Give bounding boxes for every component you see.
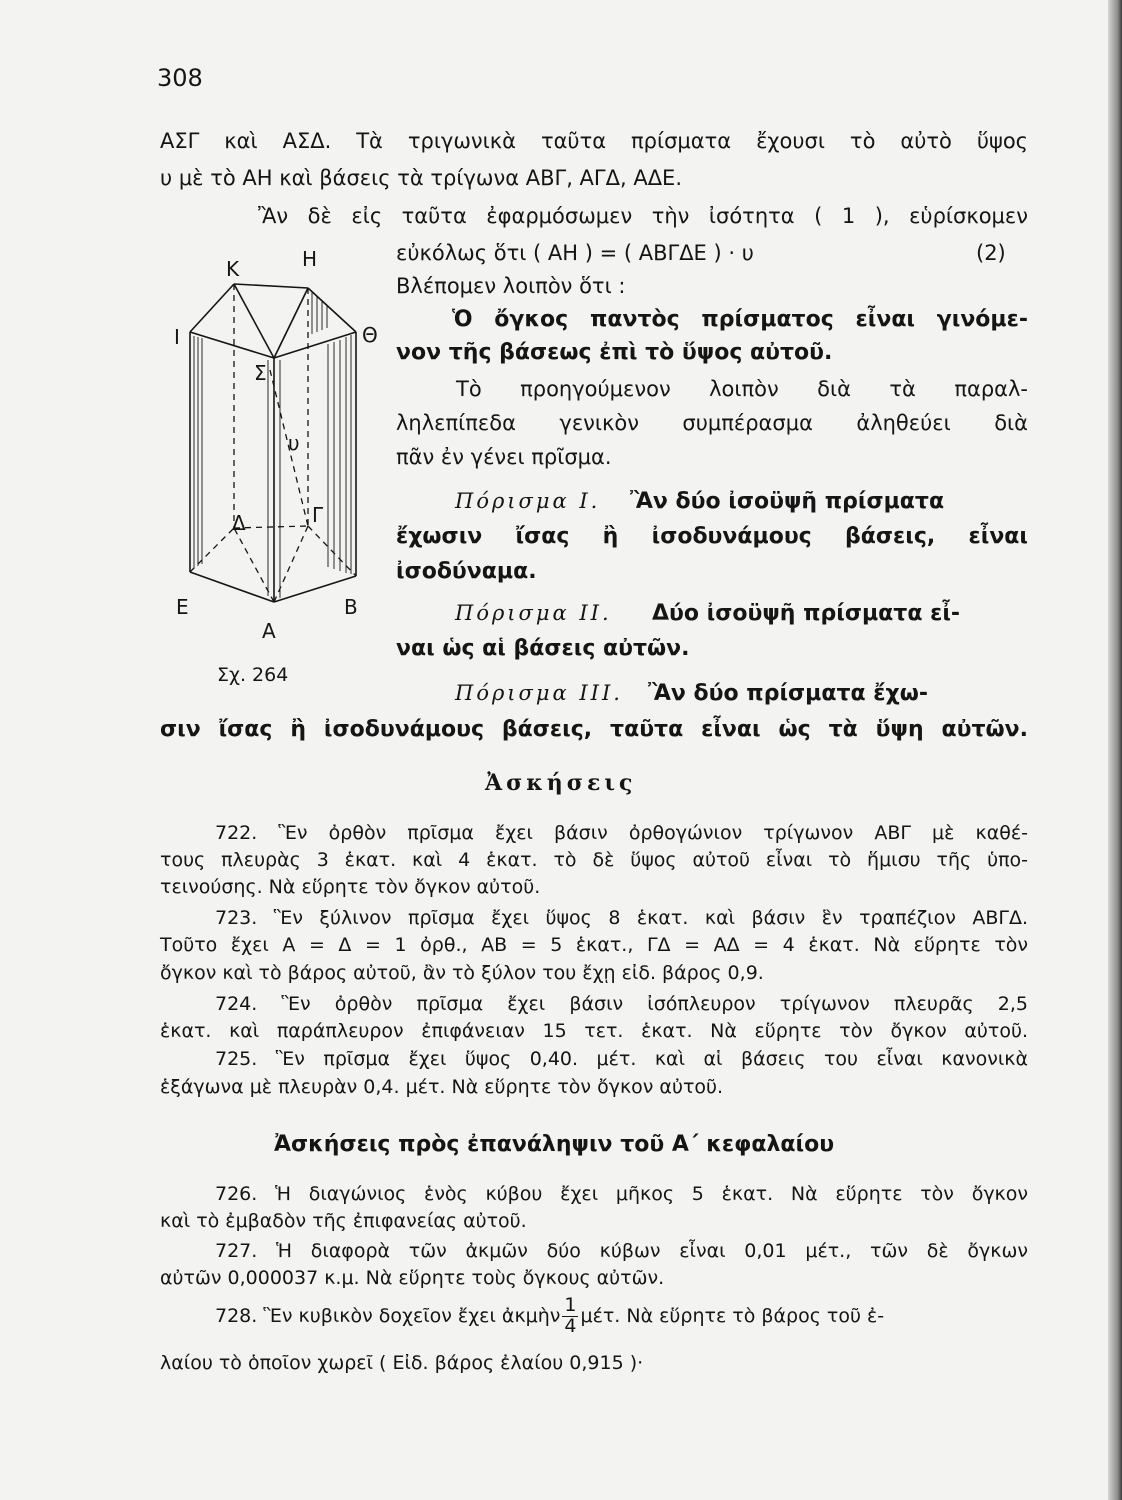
exercise-728: λαίου τὸ ὁποῖον χωρεῖ ( Εἰδ. βάρος ἐλαίου 0,915 )· [160, 1352, 644, 1374]
theorem-line: Ὁ ὄγκος παντὸς πρίσματος εἶναι γινόμε- [452, 307, 1028, 332]
height-line [274, 288, 308, 358]
edge [274, 332, 356, 358]
exercise-723: ὄγκον καὶ τὸ βάρος αὐτοῦ, ἂν τὸ ξύλον του ἔχῃ εἰδ. βάρος 0,9. [160, 962, 764, 984]
figure-caption: Σχ. 264 [217, 664, 289, 686]
hidden-edge [274, 526, 308, 602]
prism-figure [170, 240, 390, 660]
exercise-724: 724. Ἓν ὀρθὸν πρῖσμα ἔχει βάσιν ἰσόπλευρον τρίγωνον πλευρᾶς 2,5 [215, 993, 1028, 1015]
vertex-label-B: Β [344, 595, 358, 619]
vertex-label-S: Σ [254, 361, 267, 385]
exercise-725: ἑξάγωνα μὲ πλευρὰν 0,4. μέτ. Νὰ εὕρητε τὸν ὄγκον αὐτοῦ. [160, 1076, 724, 1098]
fraction-one-quarter [562, 1296, 578, 1337]
exercise-727: αὐτῶν 0,000037 κ.μ. Νὰ εὕρητε τοὺς ὄγκους αὐτῶν. [160, 1267, 665, 1289]
vertex-label-G: Γ [312, 503, 324, 527]
vertex-label-H: Η [302, 247, 318, 271]
exercise-728-text: μέτ. Νὰ εὕρητε τὸ βάρος τοῦ ἐ- [580, 1305, 885, 1328]
exercise-724: ἑκατ. καὶ παράπλευρον ἐπιφάνειαν 15 τετ. ἑκατ. Νὰ εὕρητε τὸν ὄγκον αὐτοῦ. [160, 1020, 1028, 1042]
corollary-line: Ἂν δύο ἰσοϋψῆ πρίσματα [630, 489, 945, 514]
corollary-line: ἰσοδύναμα. [396, 559, 537, 584]
hidden-edge [190, 528, 234, 572]
exercise-722: 722. Ἓν ὀρθὸν πρῖσμα ἔχει βάσιν ὀρθογώνιον τρίγωνον ΑΒΓ μὲ καθέ- [215, 822, 1028, 844]
hidden-edge [308, 526, 356, 576]
equation-number: (2) [976, 241, 1006, 265]
exercise-723: 723. Ἓν ξύλινον πρῖσμα ἔχει ὕψος 8 ἑκατ. καὶ βάσιν ἓν τραπέζιον ΑΒΓΔ. [215, 907, 1028, 929]
exercise-725: 725. Ἓν πρῖσμα ἔχει ὕψος 0,40. μέτ. καὶ αἱ βάσεις του εἶναι κανονικὰ [215, 1048, 1028, 1070]
text-line: ΑΣΓ καὶ ΑΣΔ. Τὰ τριγωνικὰ ταῦτα πρίσματα ἔχουσι τὸ αὐτὸ ὕψος [160, 129, 1028, 153]
corollary-line: ἔχωσιν ἴσας ἢ ἰσοδυνάμους βάσεις, εἶναι [396, 524, 1028, 549]
edge [190, 284, 234, 332]
text-line: Βλέπομεν λοιπὸν ὅτι : [396, 274, 626, 298]
text-line: Ἂν δὲ εἰς ταῦτα ἐφαρμόσωμεν τὴν ἰσότητα ( 1 ), εὑρίσκομεν [258, 204, 1028, 228]
text-line: υ μὲ τὸ ΑΗ καὶ βάσεις τὰ τρίγωνα ΑΒΓ, ΑΓΔ, ΑΔΕ. [160, 166, 683, 190]
exercise-728-text: 728. Ἓν κυβικὸν δοχεῖον ἔχει ἀκμὴν [215, 1305, 561, 1328]
vertex-label-E: Ε [176, 595, 189, 619]
page-number: 308 [157, 64, 203, 92]
corollary-label: Πόρισμα II. [455, 601, 612, 625]
exercise-728 [215, 1296, 1028, 1337]
vertex-label-I: Ι [174, 325, 180, 349]
edge [308, 288, 356, 332]
corollary-line: ναι ὡς αἱ βάσεις αὐτῶν. [396, 636, 690, 661]
text-line: ληλεπίπεδα γενικὸν συμπέρασμα ἀληθεύει διὰ [396, 411, 1028, 435]
vertex-label-K: Κ [226, 257, 240, 281]
fraction-denominator: 4 [564, 1314, 577, 1337]
exercise-726: 726. Ἡ διαγώνιος ἑνὸς κύβου ἔχει μῆκος 5 ἑκατ. Νὰ εὕρητε τὸν ὄγκον [215, 1183, 1028, 1205]
fraction-numerator: 1 [564, 1294, 577, 1316]
text-line: πᾶν ἐν γένει πρῖσμα. [396, 445, 612, 469]
exercise-722: τους πλευρὰς 3 ἑκατ. καὶ 4 ἑκατ. τὸ δὲ ὕψος αὐτοῦ εἶναι τὸ ἥμισυ τῆς ὑπο- [160, 849, 1028, 871]
corollary-line: Ἂν δύο πρίσματα ἔχω- [648, 681, 928, 706]
page-edge-shadow [1108, 0, 1122, 1500]
exercise-723: Τοῦτο ἔχει Α = Δ = 1 ὀρθ., ΑΒ = 5 ἑκατ., ΓΔ = ΑΔ = 4 ἑκατ. Νὰ εὕρητε τὸν [160, 934, 1028, 956]
theorem-line: νον τῆς βάσεως ἐπὶ τὸ ὕψος αὐτοῦ. [396, 340, 833, 365]
corollary-label: Πόρισμα III. [455, 681, 623, 705]
review-heading: Ἀσκήσεις πρὸς ἐπανάληψιν τοῦ Α΄ κεφαλαίου [274, 1132, 835, 1157]
vertex-label-Th: Θ [362, 323, 378, 347]
corollary-line: Δύο ἰσοϋψῆ πρίσματα εἶ- [652, 601, 961, 626]
exercises-heading: Ἀσκήσεις [485, 770, 637, 796]
vertex-label-D: Δ [232, 511, 246, 535]
height-label-u: υ [288, 431, 300, 455]
corollary-label: Πόρισμα I. [455, 489, 601, 513]
corollary-line: σιν ἴσας ἢ ἰσοδυνάμους βάσεις, ταῦτα εἶναι ὡς τὰ ὕψη αὐτῶν. [160, 717, 1028, 742]
exercise-722: τεινούσης. Νὰ εὕρητε τὸν ὄγκον αὐτοῦ. [160, 876, 541, 898]
exercise-727: 727. Ἡ διαφορὰ τῶν ἀκμῶν δύο κύβων εἶναι 0,01 μέτ., τῶν δὲ ὄγκων [215, 1240, 1028, 1262]
edge [190, 572, 274, 602]
equation-line: εὐκόλως ὅτι ( ΑΗ ) = ( ΑΒΓΔΕ ) · υ [396, 241, 754, 265]
edge [234, 284, 308, 288]
text-line: Τὸ προηγούμενον λοιπὸν διὰ τὰ παραλ- [456, 377, 1028, 401]
vertex-label-A: Α [262, 619, 276, 643]
exercise-726: καὶ τὸ ἐμβαδὸν τῆς ἐπιφανείας αὐτοῦ. [160, 1210, 527, 1232]
